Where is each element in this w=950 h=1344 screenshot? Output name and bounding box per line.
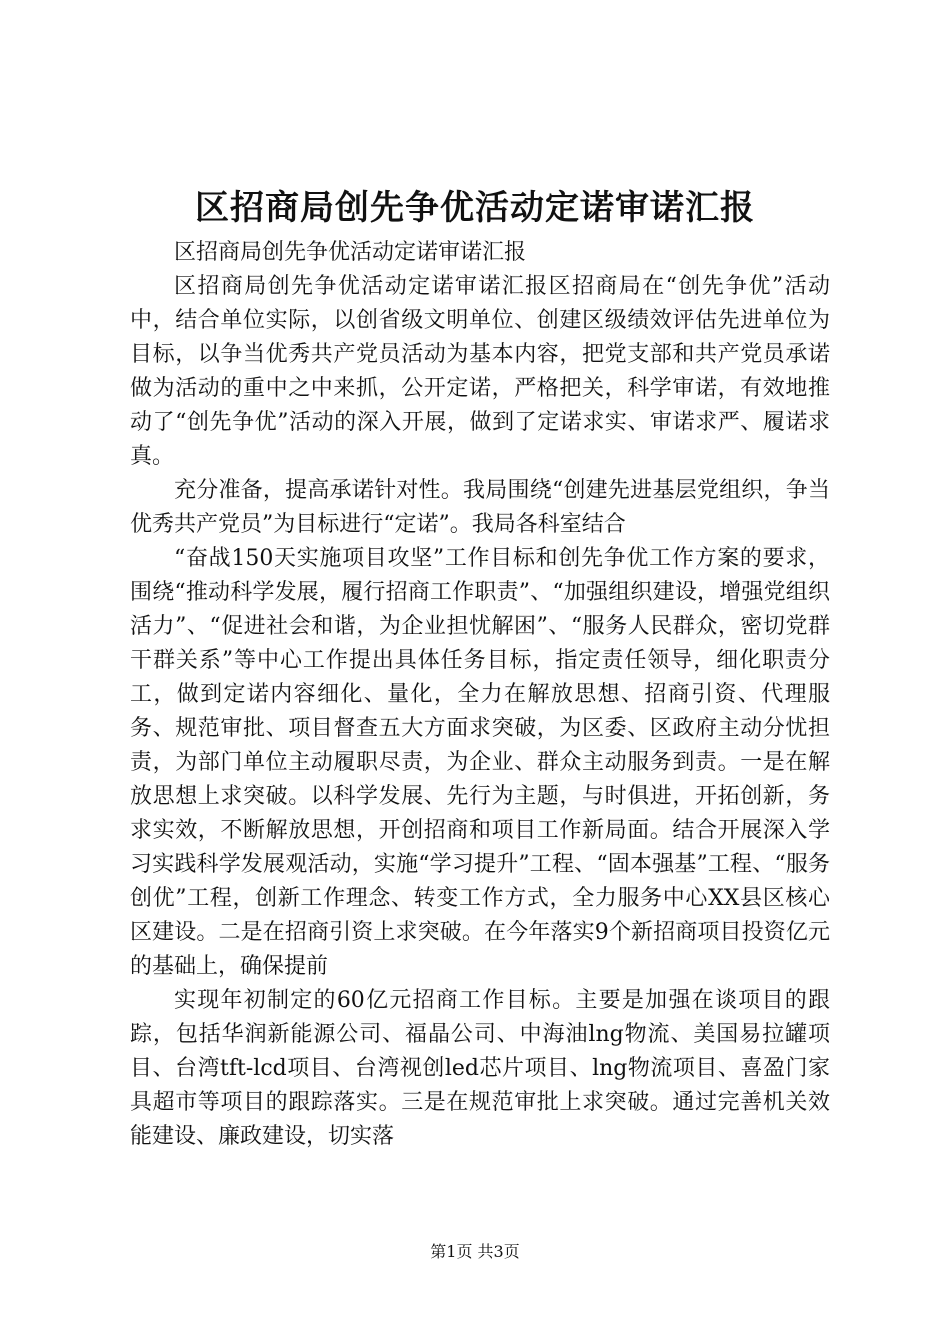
document-title: 区招商局创先争优活动定诺审诺汇报 <box>195 188 755 228</box>
paragraph-intro: 区招商局创先争优活动定诺审诺汇报区招商局在“创先争优”活动中，结合单位实际，以创省级文明单位、创建区级绩效评估先进单位为目标，以争当优秀共产党员活动为基本内容，把党支部和共产党员承诺做为活动的重中之中来抓，公开定诺，严格把关，科学审诺，有效地推动了“创先争优”活动的深入开展，做到了定诺求实、审诺求严、履诺求真。 <box>130 274 830 469</box>
document-body <box>130 236 830 1154</box>
document-subtitle: 区招商局创先争优活动定诺审诺汇报 <box>174 240 527 265</box>
page-number-footer: 第1页 共3页 <box>430 1242 520 1261</box>
paragraph-investment: 实现年初制定的60亿元招商工作目标。主要是加强在谈项目的跟踪，包括华润新能源公司、福晶公司、中海油lng物流、美国易拉罐项目、台湾tft-lcd项目、台湾视创led芯片项目、lng物流项目、喜盈门家具超市等项目的跟踪落实。三是在规范审批上求突破。通过完善机关效能建设、廉政建设，切实落 <box>130 988 830 1149</box>
paragraph-preparation: 充分准备，提高承诺针对性。我局围绕“创建先进基层党组织，争当优秀共产党员”为目标进行“定诺”。我局各科室结合 <box>130 478 830 537</box>
paragraph-targets: “奋战150天实施项目攻坚”工作目标和创先争优工作方案的要求，围绕“推动科学发展，履行招商工作职责”、“加强组织建设，增强党组织活力”、“促进社会和谐，为企业担忧解困”、“服务人民群众，密切党群干群关系”等中心工作提出具体任务目标，指定责任领导，细化职责分工，做到定诺内容细化、量化，全力在解放思想、招商引资、代理服务、规范审批、项目督查五大方面求突破，为区委、区政府主动分忧担责，为部门单位主动履职尽责，为企业、群众主动服务到责。一是在解放思想上求突破。以科学发展、先行为主题，与时俱进，开拓创新，务求实效，不断解放思想，开创招商和项目工作新局面。结合开展深入学习实践科学发展观活动，实施“学习提升”工程、“固本强基”工程、“服务创优”工程，创新工作理念、转变工作方式，全力服务中心XX县区核心区建设。二是在招商引资上求突破。在今年落实9个新招商项目投资亿元的基础上，确保提前 <box>130 546 830 979</box>
